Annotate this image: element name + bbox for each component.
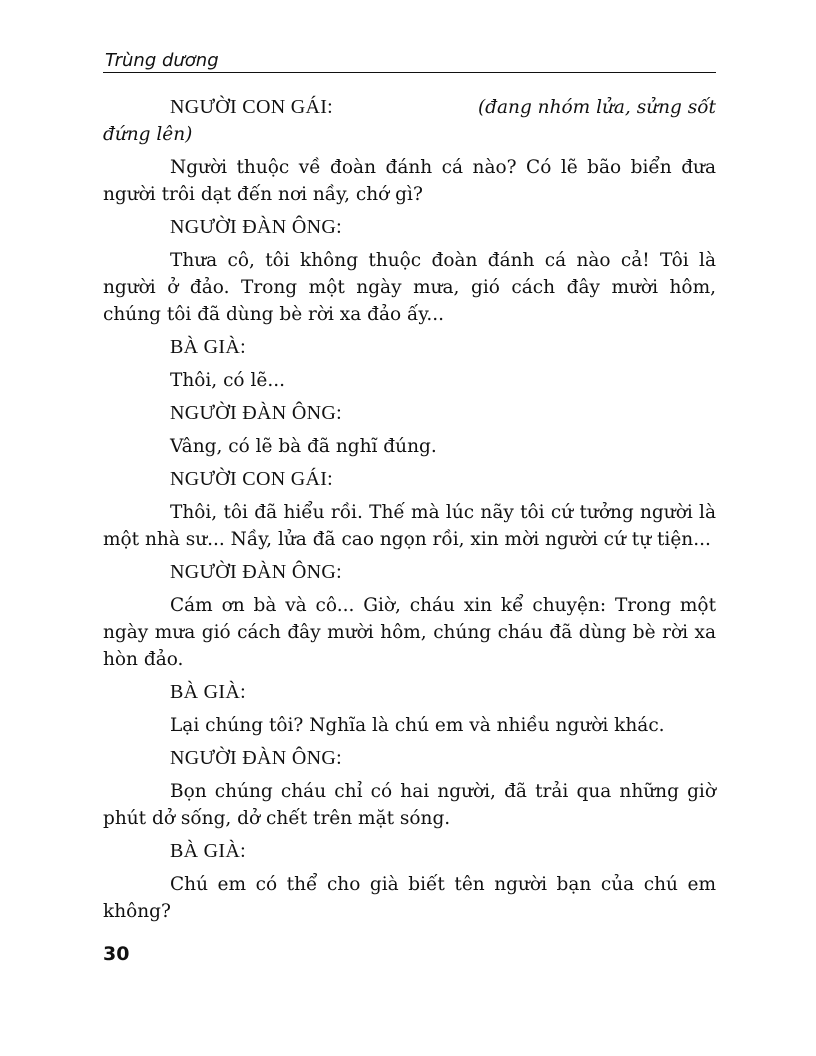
dialogue-paragraph: Vâng, có lẽ bà đã nghĩ đúng.: [170, 436, 437, 457]
dialogue-paragraph: Thôi, có lẽ...: [170, 370, 285, 391]
speaker-name: NGƯỜI ĐÀN ÔNG:: [170, 561, 342, 583]
dialogue-paragraph: Thưa cô, tôi không thuộc đoàn đánh cá nào cả! Tôi là người ở đảo. Trong một ngày mưa, gió cách đây mười hôm, chúng tôi đã dùng bè rời xa đảo ấy...: [103, 250, 716, 325]
dialogue-paragraph: Người thuộc về đoàn đánh cá nào? Có lẽ bão biển đưa người trôi dạt đến nơi nầy, chớ gì?: [103, 157, 716, 205]
speaker-name: NGƯỜI CON GÁI:: [170, 468, 334, 490]
speaker-name: NGƯỜI ĐÀN ÔNG:: [170, 402, 342, 424]
speaker-name: BÀ GIÀ:: [170, 336, 246, 358]
dialogue-paragraph: Bọn chúng cháu chỉ có hai người, đã trải qua những giờ phút dở sống, dở chết trên mặt sóng.: [103, 781, 716, 829]
stage-direction: (đang nhóm lửa, sửng sốt: [477, 97, 716, 118]
page-number: 30: [103, 943, 130, 965]
play-text: [103, 94, 716, 931]
speaker-name: BÀ GIÀ:: [170, 681, 246, 703]
speaker-name: BÀ GIÀ:: [170, 840, 246, 862]
dialogue-paragraph: Chú em có thể cho già biết tên người bạn của chú em không?: [103, 874, 716, 922]
running-header: [103, 50, 716, 74]
dialogue-paragraph: Thôi, tôi đã hiểu rồi. Thế mà lúc nãy tôi cứ tưởng người là một nhà sư... Nầy, lửa đã cao ngọn rồi, xin mời người cứ tự tiện...: [103, 502, 716, 550]
speaker-name: NGƯỜI ĐÀN ÔNG:: [170, 747, 342, 769]
stage-direction-continued: đứng lên): [103, 124, 193, 145]
speaker-name: NGƯỜI ĐÀN ÔNG:: [170, 216, 342, 238]
dialogue-paragraph: Cám ơn bà và cô... Giờ, cháu xin kể chuyện: Trong một ngày mưa gió cách đây mười hôm, chúng cháu đã dùng bè rời xa hòn đảo.: [103, 595, 716, 670]
speaker-name: NGƯỜI CON GÁI:: [170, 96, 334, 118]
dialogue-paragraph: Lại chúng tôi? Nghĩa là chú em và nhiều người khác.: [170, 715, 665, 736]
speaker-line-with-stage-direction: [103, 94, 716, 121]
book-title: Trùng dương: [105, 50, 219, 71]
header-rule: [103, 72, 716, 73]
